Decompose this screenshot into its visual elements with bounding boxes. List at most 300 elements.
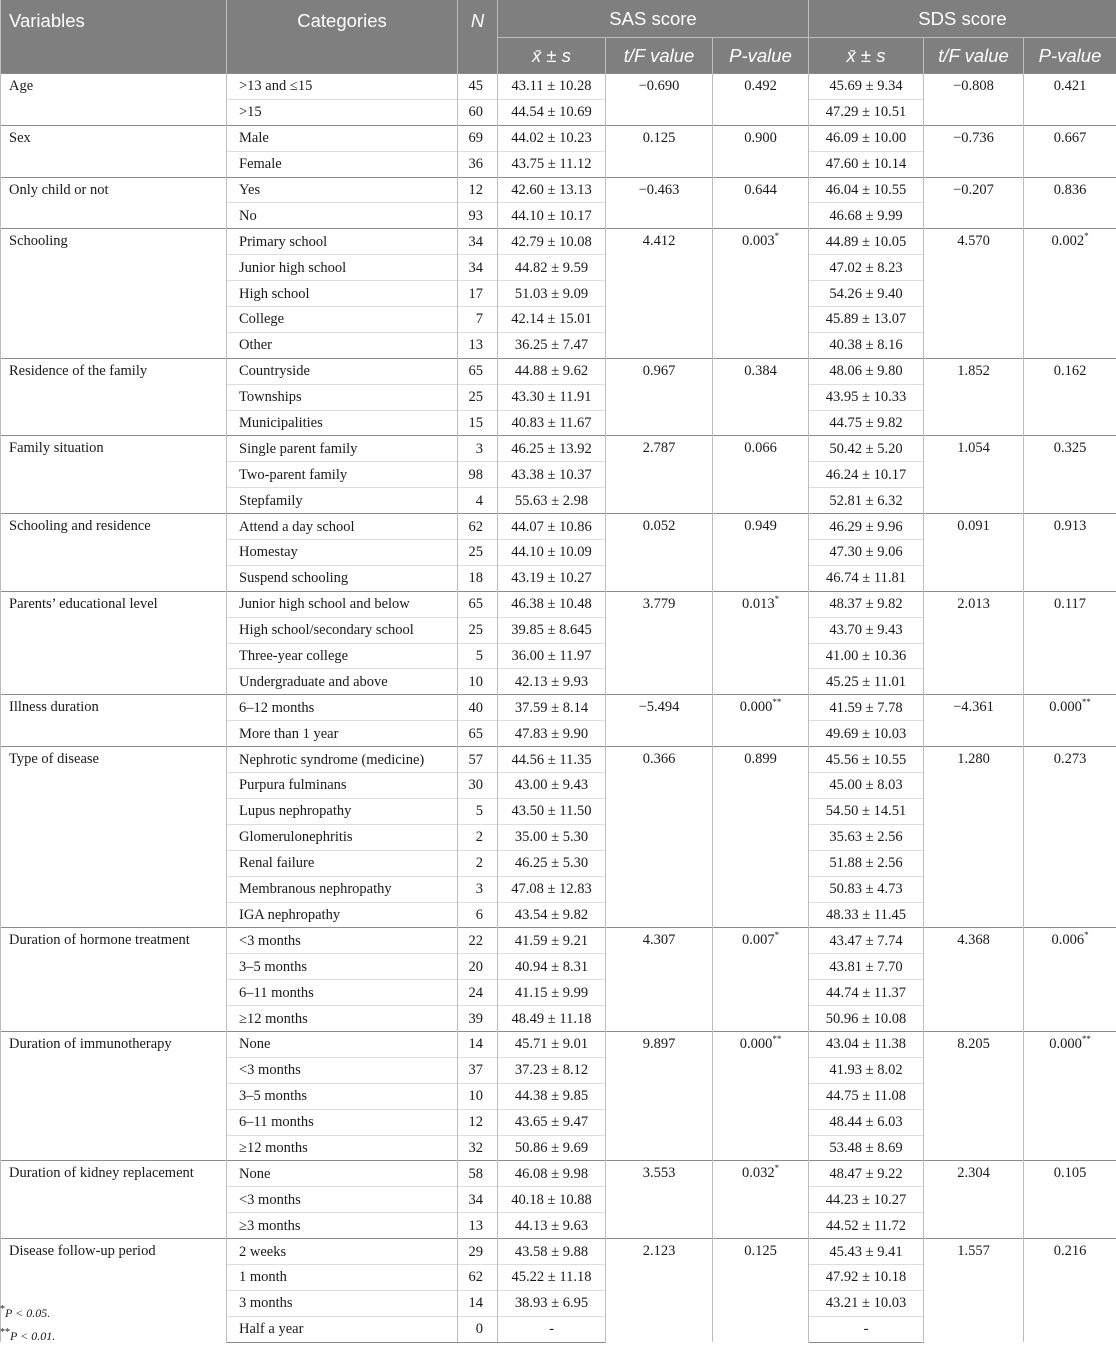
- variable-cell: Illness duration: [1, 695, 227, 747]
- category-cell: Two-parent family: [227, 462, 458, 488]
- sas-mean-sd-cell: 46.25 ± 5.30: [498, 850, 606, 876]
- n-cell: 18: [458, 565, 498, 591]
- table-row: [1, 436, 1116, 462]
- category-cell: High school: [227, 281, 458, 307]
- n-cell: 62: [458, 1264, 498, 1290]
- sds-mean-sd-cell: 44.89 ± 10.05: [809, 229, 924, 255]
- sds-mean-sd-cell: 40.38 ± 8.16: [809, 332, 924, 358]
- sas-mean-sd-cell: 50.86 ± 9.69: [498, 1135, 606, 1161]
- n-cell: 34: [458, 255, 498, 281]
- n-cell: 17: [458, 281, 498, 307]
- sas-mean-sd-cell: 44.13 ± 9.63: [498, 1213, 606, 1239]
- sds-mean-sd-cell: 43.04 ± 11.38: [809, 1031, 924, 1057]
- n-cell: 60: [458, 99, 498, 125]
- significance-marker: *: [775, 1164, 780, 1174]
- sds-mean-sd-cell: 48.44 ± 6.03: [809, 1109, 924, 1135]
- sas-mean-sd-cell: 40.18 ± 10.88: [498, 1187, 606, 1213]
- n-cell: 12: [458, 1109, 498, 1135]
- sas-p-value: 0.000: [740, 699, 773, 715]
- category-cell: College: [227, 307, 458, 333]
- sds-p-value: 0.325: [1054, 440, 1087, 456]
- sds-tf-value-cell: 0.091: [924, 514, 1024, 592]
- sas-mean-sd-cell: 46.08 ± 9.98: [498, 1161, 606, 1187]
- category-cell: ≥12 months: [227, 1006, 458, 1032]
- variable-cell: Residence of the family: [1, 358, 227, 436]
- sds-tf-value-cell: 2.304: [924, 1161, 1024, 1239]
- category-cell: Municipalities: [227, 410, 458, 436]
- header-row-1: [1, 0, 1116, 38]
- category-cell: 6–11 months: [227, 1109, 458, 1135]
- category-cell: <3 months: [227, 1057, 458, 1083]
- sds-p-value-cell: [1024, 1239, 1116, 1343]
- variable-cell: Duration of immunotherapy: [1, 1031, 227, 1160]
- category-cell: Three-year college: [227, 643, 458, 669]
- category-cell: Attend a day school: [227, 514, 458, 540]
- sas-p-value-cell: [713, 177, 809, 229]
- sds-mean-sd-cell: 50.96 ± 10.08: [809, 1006, 924, 1032]
- significance-marker: *: [775, 931, 780, 941]
- header-sas-p-value: P-value: [713, 38, 809, 74]
- n-cell: 3: [458, 436, 498, 462]
- sas-p-value-cell: [713, 74, 809, 126]
- sas-mean-sd-cell: 48.49 ± 11.18: [498, 1006, 606, 1032]
- category-cell: Junior high school: [227, 255, 458, 281]
- sds-mean-sd-cell: 45.89 ± 13.07: [809, 307, 924, 333]
- n-cell: 5: [458, 643, 498, 669]
- sas-p-value-cell: [713, 747, 809, 928]
- n-cell: 58: [458, 1161, 498, 1187]
- sas-mean-sd-cell: 43.54 ± 9.82: [498, 902, 606, 928]
- table-row: [1, 928, 1116, 954]
- sds-p-value-cell: [1024, 695, 1116, 747]
- sas-p-value-cell: [713, 514, 809, 592]
- sds-p-value-cell: [1024, 177, 1116, 229]
- sas-p-value: 0.900: [744, 130, 777, 146]
- n-cell: 14: [458, 1290, 498, 1316]
- n-cell: 4: [458, 488, 498, 514]
- sas-mean-sd-cell: 40.83 ± 11.67: [498, 410, 606, 436]
- table-row: [1, 229, 1116, 255]
- table-row: [1, 358, 1116, 384]
- category-cell: Undergraduate and above: [227, 669, 458, 695]
- n-cell: 13: [458, 1213, 498, 1239]
- sds-p-value: 0.105: [1054, 1165, 1087, 1181]
- table-row: [1, 1161, 1116, 1187]
- n-cell: 2: [458, 850, 498, 876]
- sas-p-value-cell: [713, 125, 809, 177]
- category-cell: Primary school: [227, 229, 458, 255]
- n-cell: 10: [458, 669, 498, 695]
- sas-mean-sd-cell: 55.63 ± 2.98: [498, 488, 606, 514]
- n-cell: 20: [458, 954, 498, 980]
- sds-p-value: 0.913: [1054, 518, 1087, 534]
- header-sas-score: SAS score: [498, 0, 809, 38]
- sds-p-value-cell: [1024, 125, 1116, 177]
- sds-mean-sd-cell: 45.56 ± 10.55: [809, 747, 924, 773]
- sds-tf-value-cell: 8.205: [924, 1031, 1024, 1160]
- sds-tf-value-cell: 1.852: [924, 358, 1024, 436]
- category-cell: ≥3 months: [227, 1213, 458, 1239]
- sds-p-value-cell: [1024, 747, 1116, 928]
- category-cell: Countryside: [227, 358, 458, 384]
- sas-p-value: 0.000: [740, 1036, 773, 1052]
- category-cell: Yes: [227, 177, 458, 203]
- category-cell: Renal failure: [227, 850, 458, 876]
- sds-mean-sd-cell: 46.04 ± 10.55: [809, 177, 924, 203]
- sas-p-value: 0.013: [742, 596, 775, 612]
- sds-p-value: 0.002: [1051, 233, 1084, 249]
- sas-p-value: 0.492: [744, 78, 777, 94]
- table-row: [1, 591, 1116, 617]
- sds-mean-sd-cell: 48.06 ± 9.80: [809, 358, 924, 384]
- n-cell: 15: [458, 410, 498, 436]
- sas-p-value-cell: [713, 358, 809, 436]
- header-sds-score: SDS score: [809, 0, 1116, 38]
- variable-cell: Family situation: [1, 436, 227, 514]
- sas-mean-sd-cell: 43.58 ± 9.88: [498, 1239, 606, 1265]
- sds-p-value-cell: [1024, 358, 1116, 436]
- sds-p-value: 0.117: [1054, 596, 1086, 612]
- significance-marker: **: [1082, 1034, 1091, 1044]
- sds-mean-sd-cell: 51.88 ± 2.56: [809, 850, 924, 876]
- sds-p-value-cell: [1024, 928, 1116, 1032]
- sas-mean-sd-cell: 37.23 ± 8.12: [498, 1057, 606, 1083]
- table-row: [1, 177, 1116, 203]
- sds-mean-sd-cell: -: [809, 1316, 924, 1342]
- sds-mean-sd-cell: 45.43 ± 9.41: [809, 1239, 924, 1265]
- sas-mean-sd-cell: 43.75 ± 11.12: [498, 151, 606, 177]
- category-cell: Half a year: [227, 1316, 458, 1342]
- sds-mean-sd-cell: 47.92 ± 10.18: [809, 1264, 924, 1290]
- sds-p-value-cell: [1024, 591, 1116, 695]
- n-cell: 40: [458, 695, 498, 721]
- sas-tf-value-cell: 4.412: [606, 229, 713, 358]
- sas-mean-sd-cell: 38.93 ± 6.95: [498, 1290, 606, 1316]
- n-cell: 34: [458, 1187, 498, 1213]
- n-cell: 65: [458, 721, 498, 747]
- sds-mean-sd-cell: 47.29 ± 10.51: [809, 99, 924, 125]
- sds-p-value-cell: [1024, 514, 1116, 592]
- sas-tf-value-cell: 0.366: [606, 747, 713, 928]
- sas-tf-value-cell: −5.494: [606, 695, 713, 747]
- header-categories: Categories: [227, 0, 458, 74]
- table-row: [1, 74, 1116, 100]
- sds-mean-sd-cell: 47.60 ± 10.14: [809, 151, 924, 177]
- sas-mean-sd-cell: 43.38 ± 10.37: [498, 462, 606, 488]
- table-body: [1, 74, 1116, 1343]
- category-cell: Homestay: [227, 540, 458, 566]
- sds-mean-sd-cell: 46.29 ± 9.96: [809, 514, 924, 540]
- category-cell: Purpura fulminans: [227, 773, 458, 799]
- table-row: [1, 1239, 1116, 1265]
- sas-mean-sd-cell: 44.82 ± 9.59: [498, 255, 606, 281]
- significance-marker: **: [772, 698, 781, 708]
- category-cell: <3 months: [227, 928, 458, 954]
- sds-p-value-cell: [1024, 436, 1116, 514]
- category-cell: >13 and ≤15: [227, 74, 458, 100]
- sas-p-value-cell: [713, 436, 809, 514]
- significance-marker: *: [1084, 931, 1089, 941]
- n-cell: 93: [458, 203, 498, 229]
- sds-mean-sd-cell: 54.26 ± 9.40: [809, 281, 924, 307]
- variable-cell: Parents’ educational level: [1, 591, 227, 695]
- category-cell: Glomerulonephritis: [227, 824, 458, 850]
- sas-tf-value-cell: 0.967: [606, 358, 713, 436]
- sas-tf-value-cell: 3.553: [606, 1161, 713, 1239]
- sas-p-value-cell: [713, 1031, 809, 1160]
- sas-tf-value-cell: 2.787: [606, 436, 713, 514]
- category-cell: 6–12 months: [227, 695, 458, 721]
- table-row: [1, 695, 1116, 721]
- sds-mean-sd-cell: 46.24 ± 10.17: [809, 462, 924, 488]
- n-cell: 29: [458, 1239, 498, 1265]
- sds-mean-sd-cell: 49.69 ± 10.03: [809, 721, 924, 747]
- header-n: N: [458, 0, 498, 74]
- sds-mean-sd-cell: 41.59 ± 7.78: [809, 695, 924, 721]
- sas-mean-sd-cell: 39.85 ± 8.645: [498, 617, 606, 643]
- n-cell: 98: [458, 462, 498, 488]
- n-cell: 62: [458, 514, 498, 540]
- sds-mean-sd-cell: 48.47 ± 9.22: [809, 1161, 924, 1187]
- n-cell: 37: [458, 1057, 498, 1083]
- sas-p-value: 0.007: [742, 932, 775, 948]
- n-cell: 57: [458, 747, 498, 773]
- n-cell: 10: [458, 1083, 498, 1109]
- sds-mean-sd-cell: 47.02 ± 8.23: [809, 255, 924, 281]
- sas-mean-sd-cell: 44.56 ± 11.35: [498, 747, 606, 773]
- sas-mean-sd-cell: 42.79 ± 10.08: [498, 229, 606, 255]
- significance-marker: **: [1082, 698, 1091, 708]
- category-cell: Townships: [227, 384, 458, 410]
- category-cell: 1 month: [227, 1264, 458, 1290]
- sas-p-value: 0.949: [744, 518, 777, 534]
- sds-mean-sd-cell: 44.52 ± 11.72: [809, 1213, 924, 1239]
- significance-marker: *: [1084, 232, 1089, 242]
- sas-p-value-cell: [713, 1239, 809, 1343]
- sas-p-value-cell: [713, 1161, 809, 1239]
- sas-mean-sd-cell: 46.38 ± 10.48: [498, 591, 606, 617]
- header-sds-mean-sd: x̄ ± s: [809, 38, 924, 74]
- n-cell: 7: [458, 307, 498, 333]
- sds-tf-value-cell: −0.207: [924, 177, 1024, 229]
- sas-mean-sd-cell: 36.00 ± 11.97: [498, 643, 606, 669]
- category-cell: Nephrotic syndrome (medicine): [227, 747, 458, 773]
- sas-p-value-cell: [713, 229, 809, 358]
- variable-cell: Duration of hormone treatment: [1, 928, 227, 1032]
- sds-p-value: 0.162: [1054, 363, 1087, 379]
- n-cell: 13: [458, 332, 498, 358]
- sas-tf-value-cell: 3.779: [606, 591, 713, 695]
- sds-p-value-cell: [1024, 1161, 1116, 1239]
- sds-mean-sd-cell: 43.21 ± 10.03: [809, 1290, 924, 1316]
- sds-mean-sd-cell: 43.70 ± 9.43: [809, 617, 924, 643]
- category-cell: IGA nephropathy: [227, 902, 458, 928]
- sas-tf-value-cell: 9.897: [606, 1031, 713, 1160]
- table-row: [1, 747, 1116, 773]
- n-cell: 36: [458, 151, 498, 177]
- significance-marker: *: [775, 232, 780, 242]
- sds-tf-value-cell: −4.361: [924, 695, 1024, 747]
- sds-p-value: 0.000: [1049, 699, 1082, 715]
- header-sas-tf-value: t/F value: [606, 38, 713, 74]
- category-cell: 3–5 months: [227, 954, 458, 980]
- sds-mean-sd-cell: 45.25 ± 11.01: [809, 669, 924, 695]
- sas-mean-sd-cell: 42.13 ± 9.93: [498, 669, 606, 695]
- n-cell: 24: [458, 980, 498, 1006]
- sds-tf-value-cell: 1.557: [924, 1239, 1024, 1343]
- sas-mean-sd-cell: 46.25 ± 13.92: [498, 436, 606, 462]
- variable-cell: Schooling: [1, 229, 227, 358]
- sas-mean-sd-cell: 43.19 ± 10.27: [498, 565, 606, 591]
- sds-mean-sd-cell: 44.74 ± 11.37: [809, 980, 924, 1006]
- sds-mean-sd-cell: 50.83 ± 4.73: [809, 876, 924, 902]
- sas-p-value-cell: [713, 591, 809, 695]
- sds-tf-value-cell: 4.368: [924, 928, 1024, 1032]
- sas-tf-value-cell: −0.463: [606, 177, 713, 229]
- sas-mean-sd-cell: 43.65 ± 9.47: [498, 1109, 606, 1135]
- table-row: [1, 514, 1116, 540]
- category-cell: <3 months: [227, 1187, 458, 1213]
- category-cell: Single parent family: [227, 436, 458, 462]
- category-cell: 6–11 months: [227, 980, 458, 1006]
- variable-cell: Schooling and residence: [1, 514, 227, 592]
- n-cell: 65: [458, 591, 498, 617]
- sds-mean-sd-cell: 48.33 ± 11.45: [809, 902, 924, 928]
- sds-mean-sd-cell: 46.09 ± 10.00: [809, 125, 924, 151]
- sas-tf-value-cell: 2.123: [606, 1239, 713, 1343]
- header-variables: Variables: [1, 0, 227, 74]
- sds-mean-sd-cell: 45.69 ± 9.34: [809, 74, 924, 100]
- sds-p-value: 0.667: [1054, 130, 1087, 146]
- sas-mean-sd-cell: 35.00 ± 5.30: [498, 824, 606, 850]
- sas-mean-sd-cell: 43.11 ± 10.28: [498, 74, 606, 100]
- sas-p-value-cell: [713, 695, 809, 747]
- category-cell: Female: [227, 151, 458, 177]
- sds-mean-sd-cell: 54.50 ± 14.51: [809, 798, 924, 824]
- sds-mean-sd-cell: 43.47 ± 7.74: [809, 928, 924, 954]
- sds-p-value-cell: [1024, 1031, 1116, 1160]
- category-cell: 3–5 months: [227, 1083, 458, 1109]
- sds-mean-sd-cell: 50.42 ± 5.20: [809, 436, 924, 462]
- sas-tf-value-cell: −0.690: [606, 74, 713, 126]
- sas-mean-sd-cell: 47.08 ± 12.83: [498, 876, 606, 902]
- n-cell: 14: [458, 1031, 498, 1057]
- sas-p-value: 0.125: [744, 1243, 777, 1259]
- category-cell: Other: [227, 332, 458, 358]
- sas-mean-sd-cell: 44.07 ± 10.86: [498, 514, 606, 540]
- n-cell: 0: [458, 1316, 498, 1342]
- sas-mean-sd-cell: 43.00 ± 9.43: [498, 773, 606, 799]
- sas-mean-sd-cell: 42.14 ± 15.01: [498, 307, 606, 333]
- sas-mean-sd-cell: 36.25 ± 7.47: [498, 332, 606, 358]
- category-cell: Junior high school and below: [227, 591, 458, 617]
- category-cell: >15: [227, 99, 458, 125]
- sas-mean-sd-cell: 44.02 ± 10.23: [498, 125, 606, 151]
- sas-p-value: 0.003: [742, 233, 775, 249]
- category-cell: ≥12 months: [227, 1135, 458, 1161]
- category-cell: None: [227, 1161, 458, 1187]
- sds-mean-sd-cell: 48.37 ± 9.82: [809, 591, 924, 617]
- sds-mean-sd-cell: 44.75 ± 11.08: [809, 1083, 924, 1109]
- category-cell: Suspend schooling: [227, 565, 458, 591]
- category-cell: 2 weeks: [227, 1239, 458, 1265]
- sas-mean-sd-cell: 45.71 ± 9.01: [498, 1031, 606, 1057]
- sds-mean-sd-cell: 52.81 ± 6.32: [809, 488, 924, 514]
- variable-cell: Only child or not: [1, 177, 227, 229]
- sds-mean-sd-cell: 35.63 ± 2.56: [809, 824, 924, 850]
- n-cell: 25: [458, 384, 498, 410]
- variable-cell: Sex: [1, 125, 227, 177]
- n-cell: 65: [458, 358, 498, 384]
- sds-tf-value-cell: −0.736: [924, 125, 1024, 177]
- sds-mean-sd-cell: 43.81 ± 7.70: [809, 954, 924, 980]
- category-cell: Membranous nephropathy: [227, 876, 458, 902]
- sds-p-value: 0.836: [1054, 182, 1087, 198]
- n-cell: 32: [458, 1135, 498, 1161]
- sds-p-value: 0.273: [1054, 751, 1087, 767]
- sds-mean-sd-cell: 45.00 ± 8.03: [809, 773, 924, 799]
- sds-tf-value-cell: −0.808: [924, 74, 1024, 126]
- sas-mean-sd-cell: 47.83 ± 9.90: [498, 721, 606, 747]
- sas-mean-sd-cell: 40.94 ± 8.31: [498, 954, 606, 980]
- sds-tf-value-cell: 1.054: [924, 436, 1024, 514]
- header-sds-p-value: P-value: [1024, 38, 1116, 74]
- footnote-1: *P < 0.05.: [0, 1300, 55, 1323]
- sas-tf-value-cell: 0.125: [606, 125, 713, 177]
- footnote-2: **P < 0.01.: [0, 1323, 55, 1346]
- n-cell: 12: [458, 177, 498, 203]
- sds-mean-sd-cell: 47.30 ± 9.06: [809, 540, 924, 566]
- sds-p-value-cell: [1024, 229, 1116, 358]
- sas-tf-value-cell: 0.052: [606, 514, 713, 592]
- table-row: [1, 125, 1116, 151]
- sas-mean-sd-cell: 43.30 ± 11.91: [498, 384, 606, 410]
- n-cell: 69: [458, 125, 498, 151]
- category-cell: Stepfamily: [227, 488, 458, 514]
- sds-p-value: 0.216: [1054, 1243, 1087, 1259]
- category-cell: More than 1 year: [227, 721, 458, 747]
- sas-mean-sd-cell: 44.10 ± 10.09: [498, 540, 606, 566]
- sas-p-value: 0.032: [742, 1165, 775, 1181]
- sds-p-value-cell: [1024, 74, 1116, 126]
- sas-p-value: 0.066: [744, 440, 777, 456]
- sds-tf-value-cell: 4.570: [924, 229, 1024, 358]
- sds-p-value: 0.000: [1049, 1036, 1082, 1052]
- sas-mean-sd-cell: 44.88 ± 9.62: [498, 358, 606, 384]
- category-cell: High school/secondary school: [227, 617, 458, 643]
- n-cell: 30: [458, 773, 498, 799]
- category-cell: No: [227, 203, 458, 229]
- sds-mean-sd-cell: 46.74 ± 11.81: [809, 565, 924, 591]
- n-cell: 45: [458, 74, 498, 100]
- sas-mean-sd-cell: 37.59 ± 8.14: [498, 695, 606, 721]
- sds-p-value: 0.006: [1051, 932, 1084, 948]
- n-cell: 25: [458, 540, 498, 566]
- sds-mean-sd-cell: 43.95 ± 10.33: [809, 384, 924, 410]
- sas-mean-sd-cell: 51.03 ± 9.09: [498, 281, 606, 307]
- variable-cell: Duration of kidney replacement: [1, 1161, 227, 1239]
- n-cell: 6: [458, 902, 498, 928]
- variable-cell: Type of disease: [1, 747, 227, 928]
- n-cell: 5: [458, 798, 498, 824]
- table-row: [1, 1031, 1116, 1057]
- sds-p-value: 0.421: [1054, 78, 1087, 94]
- sas-mean-sd-cell: 44.54 ± 10.69: [498, 99, 606, 125]
- sas-p-value-cell: [713, 928, 809, 1032]
- footnotes: [0, 1300, 55, 1346]
- significance-marker: *: [775, 594, 780, 604]
- category-cell: Male: [227, 125, 458, 151]
